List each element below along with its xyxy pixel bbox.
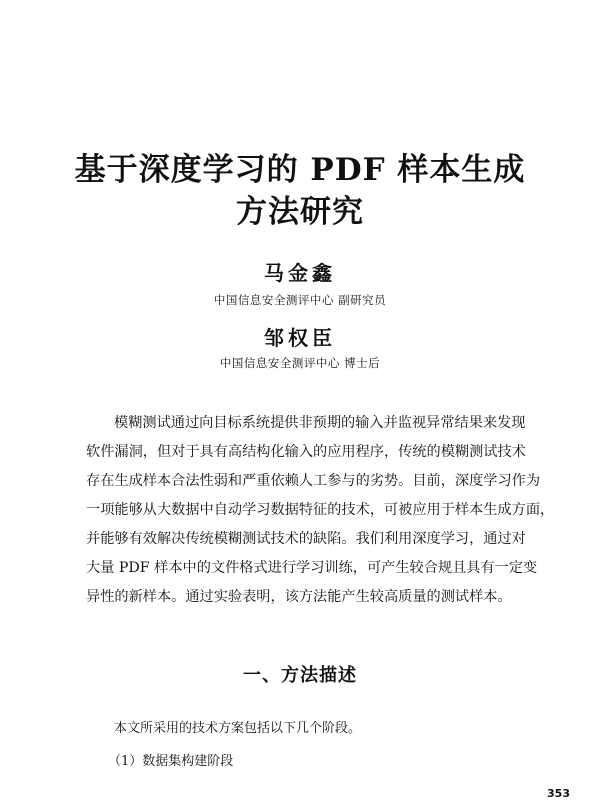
abstract-line: 一项能够从大数据中自动学习数据特征的技术，可被应用于样本生成方面， [86, 502, 555, 518]
abstract-line: 存在生成样本合法性弱和严重依赖人工参与的劣势。目前，深度学习作为 [86, 473, 541, 489]
body-text-line: 本文所采用的技术方案包括以下几个阶段。 [114, 721, 362, 736]
abstract-line: 异性的新样本。通过实验表明，该方法能产生较高质量的测试样本。 [86, 589, 512, 605]
abstract-line: 大量 PDF 样本中的文件格式进行学习训练，可产生较合规且具有一定变 [86, 560, 538, 576]
page-number: 353 [547, 787, 570, 800]
author-name-2: 邹权臣 [264, 326, 336, 350]
author-affiliation-1: 中国信息安全测评中心 副研究员 [213, 293, 387, 307]
paper-title-line-2: 方法研究 [236, 194, 364, 230]
body-text-line: （1）数据集构建阶段 [108, 754, 234, 769]
abstract-line: 模糊测试通过向目标系统提供非预期的输入并监视异常结果来发现 [114, 415, 526, 431]
abstract-line: 软件漏洞，但对于具有高结构化输入的应用程序，传统的模糊测试技术 [86, 444, 526, 460]
author-affiliation-2: 中国信息安全测评中心 博士后 [219, 356, 381, 370]
paper-title-line-1: 基于深度学习的 PDF 样本生成 [74, 152, 526, 188]
section-heading: 一、方法描述 [243, 665, 357, 686]
author-name-1: 马金鑫 [264, 261, 336, 285]
abstract-line: 并能够有效解决传统模糊测试技术的缺陷。我们利用深度学习，通过对 [86, 531, 526, 547]
abstract [86, 409, 555, 612]
